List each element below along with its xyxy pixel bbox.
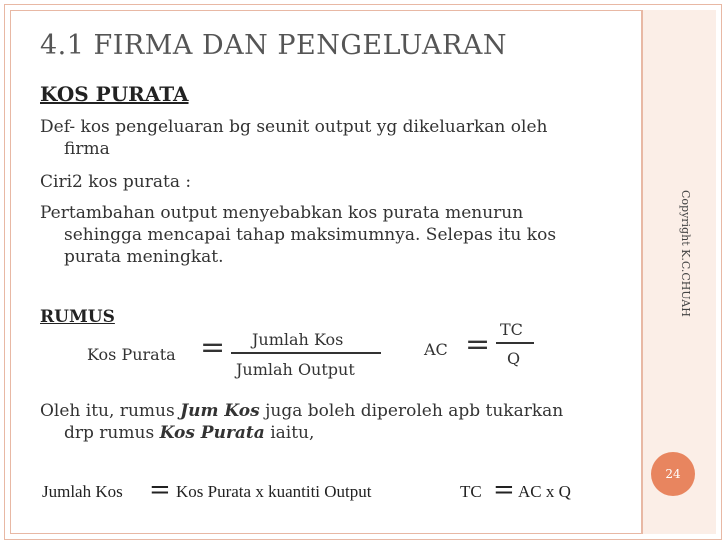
formula1-label: Kos Purata bbox=[87, 345, 176, 364]
characteristic-paragraph bbox=[40, 202, 630, 268]
formula2-numerator: TC bbox=[500, 320, 523, 339]
characteristic-line-1: Pertambahan output menyebabkan kos purata menurun bbox=[40, 203, 524, 223]
bottom-formula1-right: Kos Purata x kuantiti Output bbox=[176, 482, 372, 501]
conclusion-emphasis-1: Jum Kos bbox=[180, 401, 260, 421]
definition-paragraph bbox=[40, 116, 630, 160]
definition-line-1: Def- kos pengeluaran bg seunit output yg dikeluarkan oleh bbox=[40, 117, 548, 137]
formula1-denominator: Jumlah Output bbox=[236, 360, 355, 379]
conclusion-text-2a: drp rumus bbox=[64, 423, 160, 443]
side-band-divider bbox=[641, 10, 643, 534]
bottom-formula2-left: TC bbox=[460, 482, 482, 501]
bottom-formula2-equals: = bbox=[493, 475, 515, 505]
page-number-badge: 24 bbox=[651, 452, 695, 496]
formula1-numerator: Jumlah Kos bbox=[252, 330, 344, 349]
conclusion-emphasis-2: Kos Purata bbox=[159, 423, 265, 443]
rumus-heading: RUMUS bbox=[40, 307, 115, 327]
characteristic-line-3: purata meningkat. bbox=[64, 247, 224, 267]
conclusion-line-1 bbox=[40, 400, 630, 422]
formula2-equals: = bbox=[465, 327, 491, 362]
bottom-formula1-left: Jumlah Kos bbox=[42, 482, 123, 501]
conclusion-line-2 bbox=[40, 422, 630, 444]
formula1-fraction-bar bbox=[231, 352, 381, 354]
conclusion-paragraph bbox=[40, 400, 630, 444]
section-heading: KOS PURATA bbox=[40, 82, 189, 106]
characteristic-line-2: sehingga mencapai tahap maksimumnya. Selepas itu kos bbox=[64, 225, 557, 245]
formula2-label: AC bbox=[424, 340, 448, 359]
conclusion-text-1c: juga boleh diperoleh apb tukarkan bbox=[259, 401, 564, 421]
slide-title: 4.1 FIRMA DAN PENGELUARAN bbox=[40, 30, 507, 61]
formula1-equals: = bbox=[200, 330, 226, 365]
bottom-formula2-right: AC x Q bbox=[518, 482, 571, 501]
conclusion-text-1a: Oleh itu, rumus bbox=[40, 401, 181, 421]
formula2-denominator: Q bbox=[507, 349, 521, 368]
ciri-line: Ciri2 kos purata : bbox=[40, 172, 192, 192]
formula2-fraction-bar bbox=[496, 342, 534, 344]
conclusion-text-2c: iaitu, bbox=[264, 423, 315, 443]
bottom-formula1-equals: = bbox=[149, 475, 171, 505]
copyright-text: Copyright K.C.CHUAH bbox=[679, 190, 692, 317]
definition-line-2: firma bbox=[64, 139, 110, 159]
